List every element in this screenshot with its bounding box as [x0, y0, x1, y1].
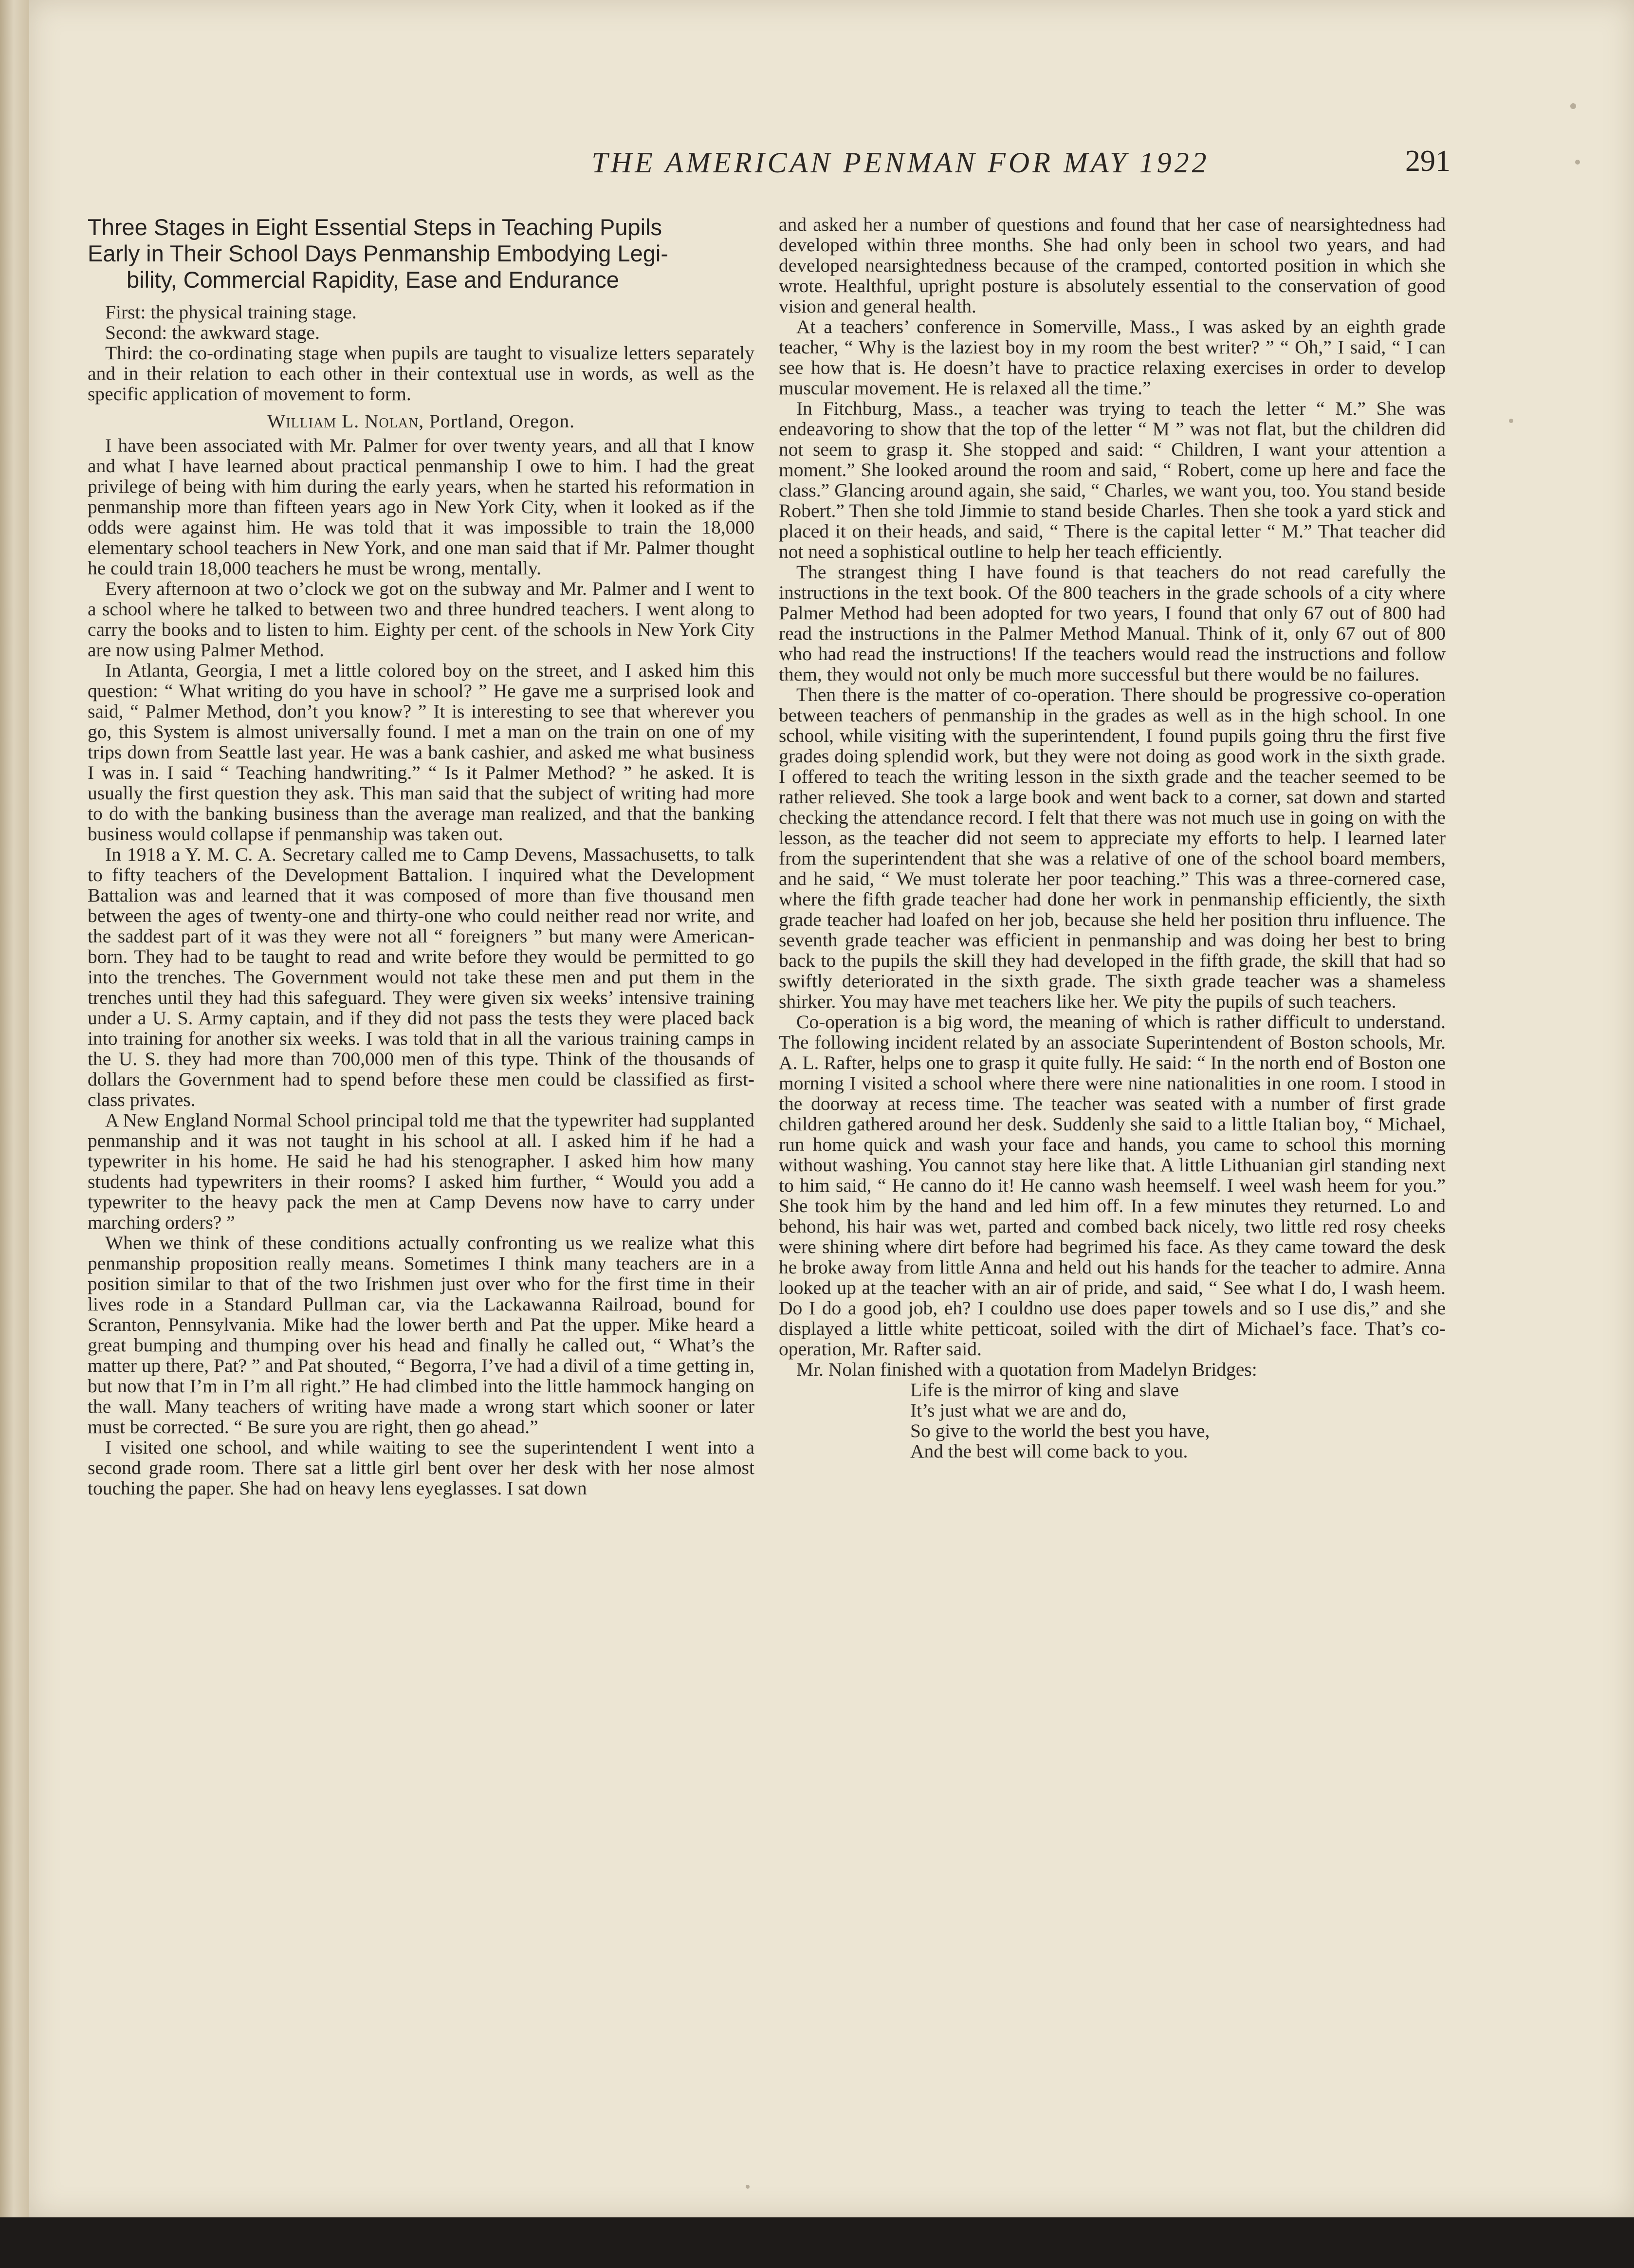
body-paragraph: In Atlanta, Georgia, I met a little colored boy on the street, and I asked him this question: “ What writing do you have in school? ” He gave me a surprised look and said, “ Palmer Method, don’t you know? ” It is interesting to see that wherever you go, this System is almost universally found. I met a man on the train on one of my trips down from Seattle last year. He was a bank cashier, and asked me what business I was in. I said “ Teaching handwriting.” “ Is it Palmer Method? ” he asked. It is usually the first question they ask. This man said that the subject of writing had more to do with the banking business than the average man realized, and that the banking business would collapse if penmanship was taken out.: [88, 660, 754, 845]
stage-third: Third: the co-ordinating stage when pupils are taught to visualize letters separately and in their relation to each other in their contextual use in words, as well as the specific application of movement to form.: [88, 342, 754, 405]
body-paragraph: Every afternoon at two o’clock we got on the subway and Mr. Palmer and I went to a school where he talked to between two and three hundred teachers. I went along to carry the books and to listen to him. Eighty per cent. of the schools in New York City are now using Palmer Method.: [88, 578, 754, 661]
stage-first: First: the physical training stage.: [105, 301, 357, 323]
paper-speck: [1570, 103, 1576, 109]
author-name: William L. Nolan,: [267, 410, 424, 432]
body-paragraph: At a teachers’ conference in Somerville, Mass., I was asked by an eighth grade teacher, “ Why is the laziest boy in my room the best writer? ” “ Oh,” I said, “ I can see how that is. He doesn’t have to practice relaxing exercises in order to develop muscular movement. He is relaxed all the time.”: [779, 316, 1446, 399]
page-number: 291: [1405, 145, 1450, 178]
body-paragraph: I have been associated with Mr. Palmer for over twenty years, and all that I know and what I have learned about practical penmanship I owe to him. I had the great privilege of being with him during the early years, when he started his reformation in penmanship more than fifteen years ago in New York City, when it looked as if the odds were against him. He was told that it was impossible to train the 18,000 elementary school teachers in New York, and one man said that if Mr. Palmer thought he could train 18,000 teachers he must be wrong, mentally.: [88, 435, 754, 579]
article-headline: [88, 214, 754, 293]
poem-line: It’s just what we are and do,: [910, 1400, 1127, 1421]
paper-speck: [1575, 160, 1580, 165]
body-paragraph: Mr. Nolan finished with a quotation from Madelyn Bridges:: [796, 1359, 1257, 1380]
body-paragraph: Then there is the matter of co-operation. There should be progressive co-operation between teachers of penmanship in the grades as well as in the high school. In one school, while visiting with the superintendent, I found pupils going thru the first five grades doing splendid work, but they were not doing as good work in the sixth grade. I offered to teach the writing lesson in the sixth grade and the teacher seemed to be rather relieved. She took a large book and went back to a corner, sat down and started checking the attendance record. I felt that there was not much use in going on with the lesson, as the teacher did not seem to appreciate my efforts to help. I learned later from the superintendent that she was a relative of one of the school board members, and he said, “ We must tolerate her poor teaching.” This was a three-cornered case, where the fifth grade teacher had done her work in penmanship efficiently, the sixth grade teacher had loafed on her job, because she held her position thru influence. The seventh grade teacher was efficient in penmanship and was doing her best to bring back to the pupils the skill they had developed in the fifth grade, the skill that had so swiftly deteriorated in the sixth grade. The sixth grade teacher was a shameless shirker. You may have met teachers like her. We pity the pupils of such teachers.: [779, 684, 1446, 1012]
headline-line-3: bility, Commercial Rapidity, Ease and Endurance: [127, 267, 619, 293]
body-paragraph: When we think of these conditions actually confronting us we realize what this penmanship proposition really means. Sometimes I think many teachers are in a position similar to that of the two Irishmen just over who for the first time in their lives rode in a Standard Pullman car, via the Lackawanna Railroad, bound for Scranton, Pennsylvania. Mike had the lower berth and Pat the upper. Mike heard a great bumping and thumping over his head and finally he called out, “ What’s the matter up there, Pat? ” and Pat shouted, “ Begorra, I’ve had a divil of a time getting in, but now that I’m in I’m all right.” He had climbed into the little hammock hanging on the wall. Many teachers of writing have made a wrong start which sooner or later must be corrected. “ Be sure you are right, then go ahead.”: [88, 1232, 754, 1438]
closing-poem: [910, 1380, 1446, 1461]
body-paragraph: In 1918 a Y. M. C. A. Secretary called me to Camp Devens, Massachusetts, to talk to fifty teachers of the Development Battalion. I inquired what the Development Battalion was and learned that it was composed of more than five thousand men between the ages of twenty-one and thirty-one who could neither read nor write, and the saddest part of it was they were not all “ foreigners ” but many were American-born. They had to be taught to read and write before they would be permitted to go into the trenches. The Government would not take these men and put them in the trenches until they had this safeguard. They were given six weeks’ intensive training under a U. S. Army captain, and if they did not pass the tests they were placed back into training for another six weeks. I was told that in all the various training camps in the U. S. they had more than 700,000 men of this type. Think of the thousands of dollars the Government had to spend before these men could be classified as first-class privates.: [88, 844, 754, 1110]
body-paragraph: In Fitchburg, Mass., a teacher was trying to teach the letter “ M.” She was endeavoring to show that the top of the letter “ M ” was not flat, but the children did not seem to grasp it. She stopped and said: “ Children, I want your attention a moment.” She looked around the room and said, “ Robert, come up here and face the class.” Glancing around again, she said, “ Charles, we want you, too. You stand beside Robert.” Then she told Jimmie to stand beside Charles. Then she took a yard stick and placed it on their heads, and said, “ There is the capital letter “ M.” That teacher did not need a sophistical outline to help her teach efficiently.: [779, 398, 1446, 562]
body-paragraph: and asked her a number of questions and found that her case of nearsightedness had developed within three months. She had only been in school two years, and had developed nearsightedness because of the cramped, contorted position in which she wrote. Healthful, upright posture is absolutely essential to the conservation of good vision and general health.: [779, 214, 1446, 317]
headline-line-1: Three Stages in Eight Essential Steps in Teaching Pupils: [88, 214, 662, 240]
body-paragraph: I visited one school, and while waiting to see the superintendent I went into a second grade room. There sat a little girl bent over her desk with her nose almost touching the paper. She had on heavy lens eyeglasses. I sat down: [88, 1437, 754, 1499]
paper-speck: [1509, 419, 1513, 423]
paper-speck: [746, 2185, 750, 2189]
scan-bottom-edge: [0, 2217, 1634, 2268]
running-head: THE AMERICAN PENMAN FOR MAY 1922: [591, 147, 1210, 179]
poem-line: And the best will come back to you.: [910, 1440, 1188, 1462]
headline-line-2: Early in Their School Days Penmanship Embodying Legi-: [88, 240, 669, 266]
left-column: [88, 214, 754, 1498]
byline: [88, 411, 754, 431]
body-paragraph: The strangest thing I have found is that teachers do not read carefully the instructions in the text book. Of the 800 teachers in the grade schools of a city where Palmer Method had been adopted for two years, I found that only 67 out of 800 had read the instructions in the Palmer Method Manual. Think of it, only 67 out of 800 who had read the instructions! If the teachers would read the instructions and follow them, they would not only be much more successful but there would be no failures.: [779, 561, 1446, 685]
body-paragraph: A New England Normal School principal told me that the typewriter had supplanted penmanship and it was not taught in his school at all. I asked him if he had a typewriter in his home. He said he had his stenographer. I asked him how many students had typewriters in their rooms? I asked him further, “ Would you add a typewriter to the heavy pack the men at Camp Devens now have to carry under marching orders? ”: [88, 1109, 754, 1233]
body-paragraph: Co-operation is a big word, the meaning of which is rather difficult to understand. The following incident related by an associate Superintendent of Boston schools, Mr. A. L. Rafter, helps one to grasp it quite fully. He said: “ In the north end of Boston one morning I visited a school where there were nine nationalities in one room. I stood in the doorway at recess time. The teacher was seated with a number of first grade children gathered around her desk. Suddenly she said to a little Italian boy, “ Michael, run home quick and wash your face and hands, you came to school this morning without washing. You cannot stay here like that. A little Lithuanian girl standing next to him said, “ He canno do it! He canno wash heemself. I weel wash heem for you.” She took him by the hand and led him off. In a few minutes they returned. Lo and behond, his hair was wet, parted and combed back nicely, two little red rosy cheeks were shining where dirt before had begrimed his face. As they came toward the desk he broke away from little Anna and held out his hands for the teacher to admire. Anna looked up at the teacher with an air of pride, and said, “ See what I do, I wash heem. Do I do a good job, eh? I couldno use does paper towels and so I use dis,” and she displayed a little white petticoat, soiled with the dirt of Michael’s face. That’s co-operation, Mr. Rafter said.: [779, 1011, 1446, 1360]
stage-second: Second: the awkward stage.: [105, 322, 320, 343]
author-place: Portland, Oregon.: [429, 410, 575, 432]
poem-line: So give to the world the best you have,: [910, 1420, 1210, 1441]
right-column: [779, 214, 1446, 1461]
poem-line: Life is the mirror of king and slave: [910, 1379, 1179, 1401]
